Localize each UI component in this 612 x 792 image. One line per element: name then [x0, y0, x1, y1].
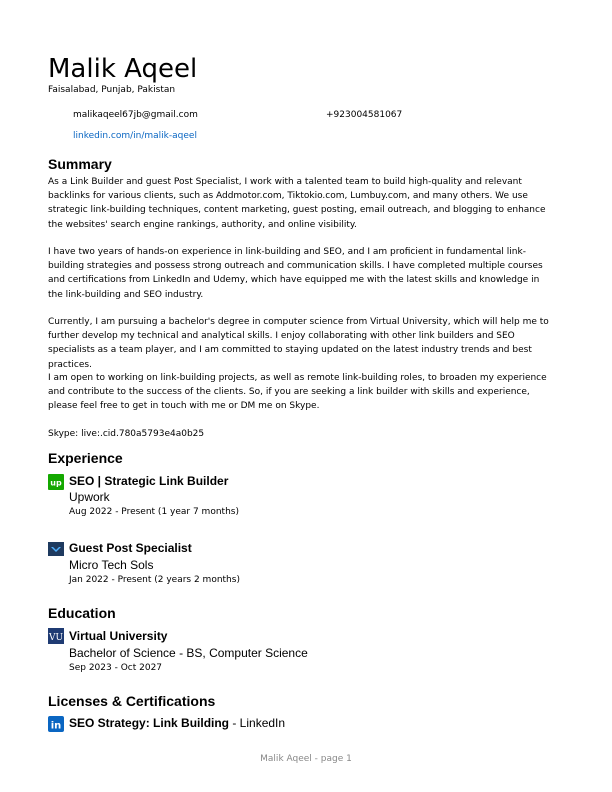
profile-name: Malik Aqeel — [48, 54, 198, 84]
experience-title: SEO | Strategic Link Builder — [69, 474, 229, 488]
summary-paragraph-1: As a Link Builder and guest Post Specialist, I work with a talented team to build high-quality and relevant backlinks for various clients, such as Addmotor.com, Tiktokio.com, Lumbuy.com, and many others. We use strategic link-building techniques, content marketing, guest posting, email outreach, and blogging to enhance the websites' search engine rankings, authority, and online visibility. — [48, 177, 546, 230]
experience-company: Micro Tech Sols — [69, 558, 154, 572]
education-degree: Bachelor of Science - BS, Computer Science — [69, 646, 308, 660]
summary-paragraph-2: I have two years of hands-on experience in link-building and SEO, and I am proficient in fundamental link-building strategies and possess strong outreach and communication skills. I have completed multiple courses and certifications from LinkedIn and Udemy, which have equipped me with the latest skills and knowledge in the link-building and SEO industry. — [48, 247, 543, 300]
experience-dates: Jan 2022 - Present (2 years 2 months) — [69, 575, 240, 585]
experience-company: Upwork — [69, 490, 110, 504]
microtech-logo-icon — [48, 542, 64, 556]
vu-icon — [48, 628, 64, 644]
skype-id: Skype: live:.cid.780a5793e4a0b25 — [48, 429, 205, 439]
experience-title: Guest Post Specialist — [69, 541, 192, 555]
page-footer: Malik Aqeel - page 1 — [260, 754, 352, 764]
vu-logo-text: VU — [48, 633, 64, 643]
experience-dates: Aug 2022 - Present (1 year 7 months) — [69, 507, 239, 517]
certification-item — [69, 716, 285, 730]
phone-number: +923004581067 — [326, 110, 403, 120]
linkedin-logo-icon — [48, 716, 64, 732]
virtual-university-logo-icon — [48, 628, 64, 644]
upwork-icon — [48, 474, 64, 490]
linkedin-link[interactable]: linkedin.com/in/malik-aqeel — [73, 131, 197, 141]
linkedin-icon — [48, 716, 64, 732]
certification-name: SEO Strategy: Link Building — [69, 716, 230, 730]
email-address[interactable]: malikaqeel67jb@gmail.com — [73, 110, 198, 120]
profile-location: Faisalabad, Punjab, Pakistan — [48, 85, 176, 95]
linkedin-logo-text: in — [50, 720, 62, 732]
experience-heading: Experience — [48, 450, 123, 466]
certification-issuer: - LinkedIn — [229, 716, 286, 730]
education-dates: Sep 2023 - Oct 2027 — [69, 663, 163, 673]
education-heading: Education — [48, 605, 116, 621]
summary-heading: Summary — [48, 156, 112, 172]
microtech-icon — [48, 542, 64, 556]
summary-paragraph-4: I am open to working on link-building projects, as well as remote link-building roles, to broaden my experience and contribute to the success of the clients. So, if you are seeking a link builder with skills and experience, please feel free to get in touch with me or DM me on Skype. — [48, 373, 547, 412]
education-school: Virtual University — [69, 629, 168, 643]
summary-paragraph-3: Currently, I am pursuing a bachelor's degree in computer science from Virtual University, which will help me to further develop my technical and analytical skills. I enjoy collaborating with other link builders and SEO specialists as a team player, and I am committed to staying updated on the latest industry trends and best practices. — [48, 317, 549, 370]
licenses-heading: Licenses & Certifications — [48, 693, 216, 709]
upwork-logo-icon — [48, 474, 64, 490]
upwork-logo-text: up — [50, 478, 62, 488]
